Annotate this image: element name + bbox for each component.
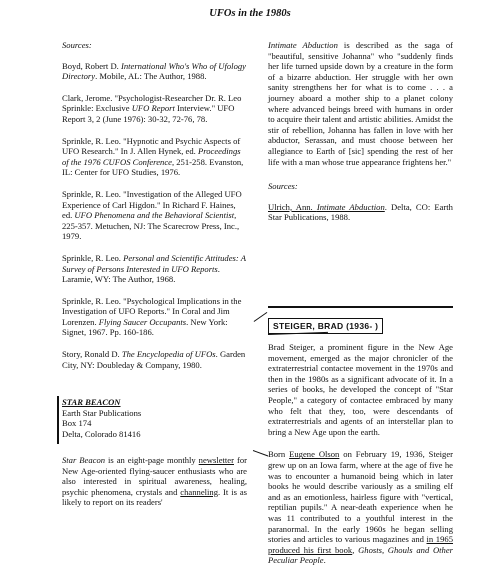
steiger-entry-heading: STEIGER, BRAD (1936- ) — [268, 318, 383, 334]
pen-mark — [253, 450, 268, 457]
reference-text: Sprinkle, R. Leo. "Psychological Implications in the Investigation of UFO Reports." In Coral and Jim Lorenzen. Flying Saucer Occupants. New York: Signet, 1967. Pp. 160-186. — [62, 295, 242, 338]
reference-text: Boyd, Robert D. International Who's Who of Ufology Directory. Mobile, AL: The Author, 1988. — [62, 60, 246, 82]
reference-text: Sprinkle, R. Leo. "Investigation of the Alleged UFO Experience of Carl Higdon." In Richard F. Haines, ed. UFO Phenomena and the Behavioral Scientist, 225-357. Metuchen, NJ: The Scarecrow Press, Inc., 1979. — [62, 188, 242, 242]
page-header: UFOs in the 1980s — [209, 8, 291, 19]
reference-text: Story, Ronald D. The Encyclopedia of UFOs. Garden City, NY: Doubleday & Company, 1980. — [62, 349, 246, 370]
sources-heading-left: Sources: — [62, 40, 92, 50]
section-divider — [268, 306, 453, 308]
reference-sprinkle-1976 — [62, 136, 247, 178]
reference-clark — [62, 93, 247, 125]
star-beacon-description — [62, 455, 247, 508]
star-beacon-title: STAR BEACON — [62, 397, 121, 407]
reference-story — [62, 349, 247, 370]
description-paragraph: Star Beacon is an eight-page monthly newsletter for New Age-oriented flying-saucer enthusiasts who are also interested in spiritual awareness, healing, psychic phenomena, crystals and channeling. It is as likely to report on its readers' — [62, 455, 248, 508]
reference-boyd — [62, 61, 247, 82]
reference-text: Sprinkle, R. Leo. Personal and Scientific Attitudes: A Survey of Persons Interested in UFO Reports. Laramie, WY: The Author, 1968. — [62, 252, 246, 285]
pen-mark — [254, 312, 268, 322]
address-line: Box 174 — [62, 418, 92, 429]
steiger-entry — [268, 342, 453, 566]
reference-sprinkle-1979 — [62, 189, 247, 242]
reference-ulrich: Ulrich, Ann. Intimate Abduction. Delta, CO: Earth Star Publications, 1988. — [268, 201, 453, 223]
right-column — [268, 40, 453, 223]
steiger-intro-paragraph: Brad Steiger, a prominent figure in the New Age movement, emerged as the major chronicler of the extraterrestrial contactee movement in the 1970s and then in the 1980s as a significant advocate of it. In a series of books, he developed the concept of "Star People," a category of contactee embraced by many who felt that they, too, were descendants of extraterrestrials and agents of an interstellar plan to bring a New Age upon the earth. — [268, 342, 453, 437]
left-column — [62, 40, 247, 381]
address-line: Earth Star Publications — [62, 407, 142, 418]
margin-bar — [57, 396, 59, 444]
address-line: Delta, Colorado 81416 — [62, 428, 141, 439]
star-beacon-address — [62, 397, 247, 439]
reference-sprinkle-1967 — [62, 296, 247, 338]
reference-sprinkle-1968 — [62, 253, 247, 285]
reference-text: Sprinkle, R. Leo. "Hypnotic and Psychic Aspects of UFO Research." In J. Allen Hynek, ed. Proceedings of the 1976 CUFOS Conference, 251-258. Evanston, IL: Center for UFO Studies, 1976. — [62, 135, 244, 178]
intimate-abduction-paragraph: Intimate Abduction is described as the saga of "beautiful, sensitive Johanna" who "suddenly finds her life turned upside down by a creature in the form of a bizarre abduction. Her struggle with her own sanity strengthens her for what is to come . . . a journey aboard a mother ship to a planet colony where advanced beings breed with humans in order to acquire their talent and artistic abilities. Amidst the stir of rebellion, Johanna has fallen in love with her abductor, Serassan, and must choose between her allegiance to Earth of [sic] spending the rest of her life with a man whose true appearance frightens her." — [268, 40, 453, 167]
reference-text: Clark, Jerome. "Psychologist-Researcher Dr. R. Leo Sprinkle: Exclusive UFO Report Interview." UFO Report 3, 2 (June 1976): 30-32, 72-76, 78. — [62, 92, 242, 124]
sources-heading-right: Sources: — [268, 181, 298, 192]
steiger-bio-paragraph: Born Eugene Olson on February 19, 1936, Steiger grew up on an Iowa farm, where at the age of five he was to encounter a humanoid being which in later books he would describe variously as a smiling elf and as an emotionless, hairless figure with "vertical, reptilian pupils." A near-death experience when he was 11 contributed to a youthful interest in the paranormal. In the early 1960s he began selling stories and articles to various magazines and in 1965 produced his first book, Ghosts, Ghouls and Other Peculiar People. — [268, 449, 454, 566]
